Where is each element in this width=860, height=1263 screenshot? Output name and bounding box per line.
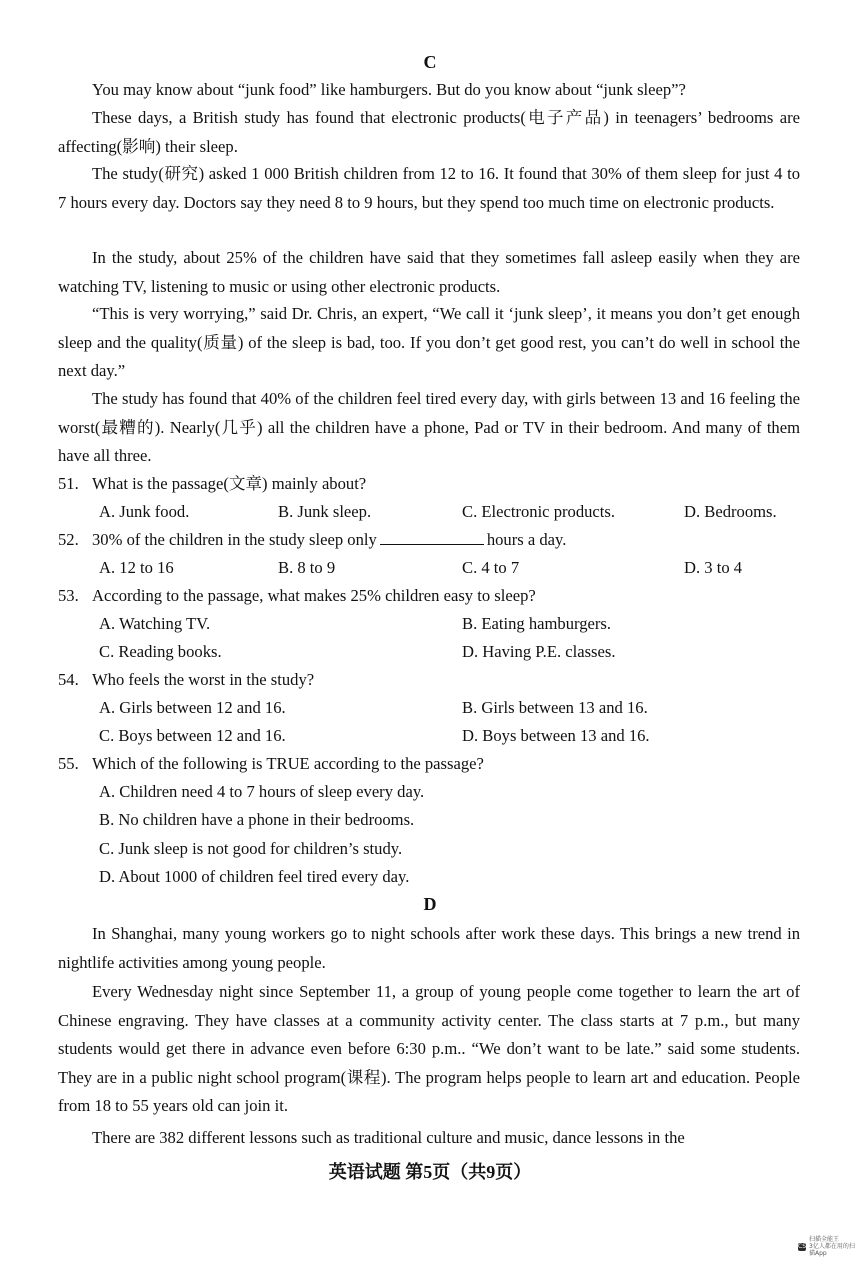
q53-option-a[interactable]: A. Watching TV. xyxy=(99,614,211,633)
question-number: 52. xyxy=(58,530,79,549)
answer-blank[interactable] xyxy=(380,530,484,545)
question-55 xyxy=(58,750,818,778)
question-52 xyxy=(58,526,818,554)
question-stem: According to the passage, what makes 25% children easy to sleep? xyxy=(92,586,536,605)
section-c-paragraph-4: In the study, about 25% of the children have said that they sometimes fall asleep easily when they are watching TV, listening to music or using other electronic products. xyxy=(58,248,800,296)
question-54 xyxy=(58,666,818,694)
q54-option-b[interactable]: B. Girls between 13 and 16. xyxy=(462,698,648,717)
q55-option-d[interactable]: D. About 1000 of children feel tired every day. xyxy=(99,867,410,886)
page-footer: 英语试题 第5页（共9页） xyxy=(328,1162,532,1182)
q54-option-c[interactable]: C. Boys between 12 and 16. xyxy=(99,726,286,745)
scanner-logo-icon: CS xyxy=(798,1242,806,1250)
section-d-paragraph-1: In Shanghai, many young workers go to night schools after work these days. This brings a new trend in nightlife activities among young people. xyxy=(58,924,800,972)
q55-option-b[interactable]: B. No children have a phone in their bedrooms. xyxy=(99,810,415,829)
question-stem: What is the passage(文章) mainly about? xyxy=(92,474,367,493)
q55-option-a[interactable]: A. Children need 4 to 7 hours of sleep every day. xyxy=(99,782,425,801)
section-d-paragraph-2: Every Wednesday night since September 11, a group of young people come together to learn the art of Chinese engraving. They have classes at a community activity center. The class starts at 7 p.m., but many students would get there in advance even before 6:30 p.m.. “We don’t want to be late.” said some students. They are in a public night school program(课程). The program helps people to learn art and education. People from 18 to 55 years old can join it. xyxy=(58,982,800,1116)
q51-option-d[interactable]: D. Bedrooms. xyxy=(684,502,777,521)
section-c-paragraph-3: The study(研究) asked 1 000 British children from 12 to 16. It found that 30% of them sleep for just 4 to 7 hours every day. Doctors say they need 8 to 9 hours, but they spend too much time on electronic products. xyxy=(58,164,800,212)
question-stem-before: 30% of the children in the study sleep only xyxy=(92,530,377,549)
question-stem-after: hours a day. xyxy=(486,530,567,549)
question-51 xyxy=(58,470,818,498)
q52-option-b[interactable]: B. 8 to 9 xyxy=(278,558,336,577)
question-stem: Who feels the worst in the study? xyxy=(92,670,315,689)
q52-option-c[interactable]: C. 4 to 7 xyxy=(462,558,520,577)
q53-option-d[interactable]: D. Having P.E. classes. xyxy=(462,642,616,661)
q54-option-d[interactable]: D. Boys between 13 and 16. xyxy=(462,726,650,745)
section-d-paragraph-3: There are 382 different lessons such as traditional culture and music, dance lessons in the xyxy=(92,1128,685,1147)
q52-option-d[interactable]: D. 3 to 4 xyxy=(684,558,743,577)
watermark-line-2: 3亿人都在用的扫描App xyxy=(809,1243,855,1257)
q52-option-a[interactable]: A. 12 to 16 xyxy=(99,558,174,577)
q51-option-b[interactable]: B. Junk sleep. xyxy=(278,502,372,521)
q53-option-b[interactable]: B. Eating hamburgers. xyxy=(462,614,612,633)
q54-option-a[interactable]: A. Girls between 12 and 16. xyxy=(99,698,286,717)
question-number: 53. xyxy=(58,586,79,605)
question-number: 54. xyxy=(58,670,79,689)
scanner-watermark xyxy=(798,1236,860,1257)
section-c-title: C xyxy=(423,52,437,72)
q55-option-c[interactable]: C. Junk sleep is not good for children’s study. xyxy=(99,839,403,858)
section-c-paragraph-5: “This is very worrying,” said Dr. Chris, an expert, “We call it ‘junk sleep’, it means you don’t get enough sleep and the quality(质量) of the sleep is bad, too. If you don’t get good rest, you can’t do well in school the next day.” xyxy=(58,304,800,381)
q51-option-c[interactable]: C. Electronic products. xyxy=(462,502,615,521)
question-stem: Which of the following is TRUE according to the passage? xyxy=(92,754,484,773)
section-c-paragraph-6: The study has found that 40% of the children feel tired every day, with girls between 13 and 16 feeling the worst(最糟的). Nearly(几乎) all the children have a phone, Pad or TV in their bedroom. And many of them have all three. xyxy=(58,389,800,466)
section-d-title: D xyxy=(423,894,437,914)
q53-option-c[interactable]: C. Reading books. xyxy=(99,642,222,661)
question-number: 55. xyxy=(58,754,79,773)
question-number: 51. xyxy=(58,474,79,493)
q51-option-a[interactable]: A. Junk food. xyxy=(99,502,190,521)
watermark-line-1: 扫描全能王 xyxy=(809,1236,840,1243)
section-c-paragraph-1: You may know about “junk food” like hamburgers. But do you know about “junk sleep”? xyxy=(92,80,686,99)
section-c-paragraph-2: These days, a British study has found that electronic products(电子产品) in teenagers’ bedrooms are affecting(影响) their sleep. xyxy=(58,108,800,156)
question-53 xyxy=(58,582,818,610)
